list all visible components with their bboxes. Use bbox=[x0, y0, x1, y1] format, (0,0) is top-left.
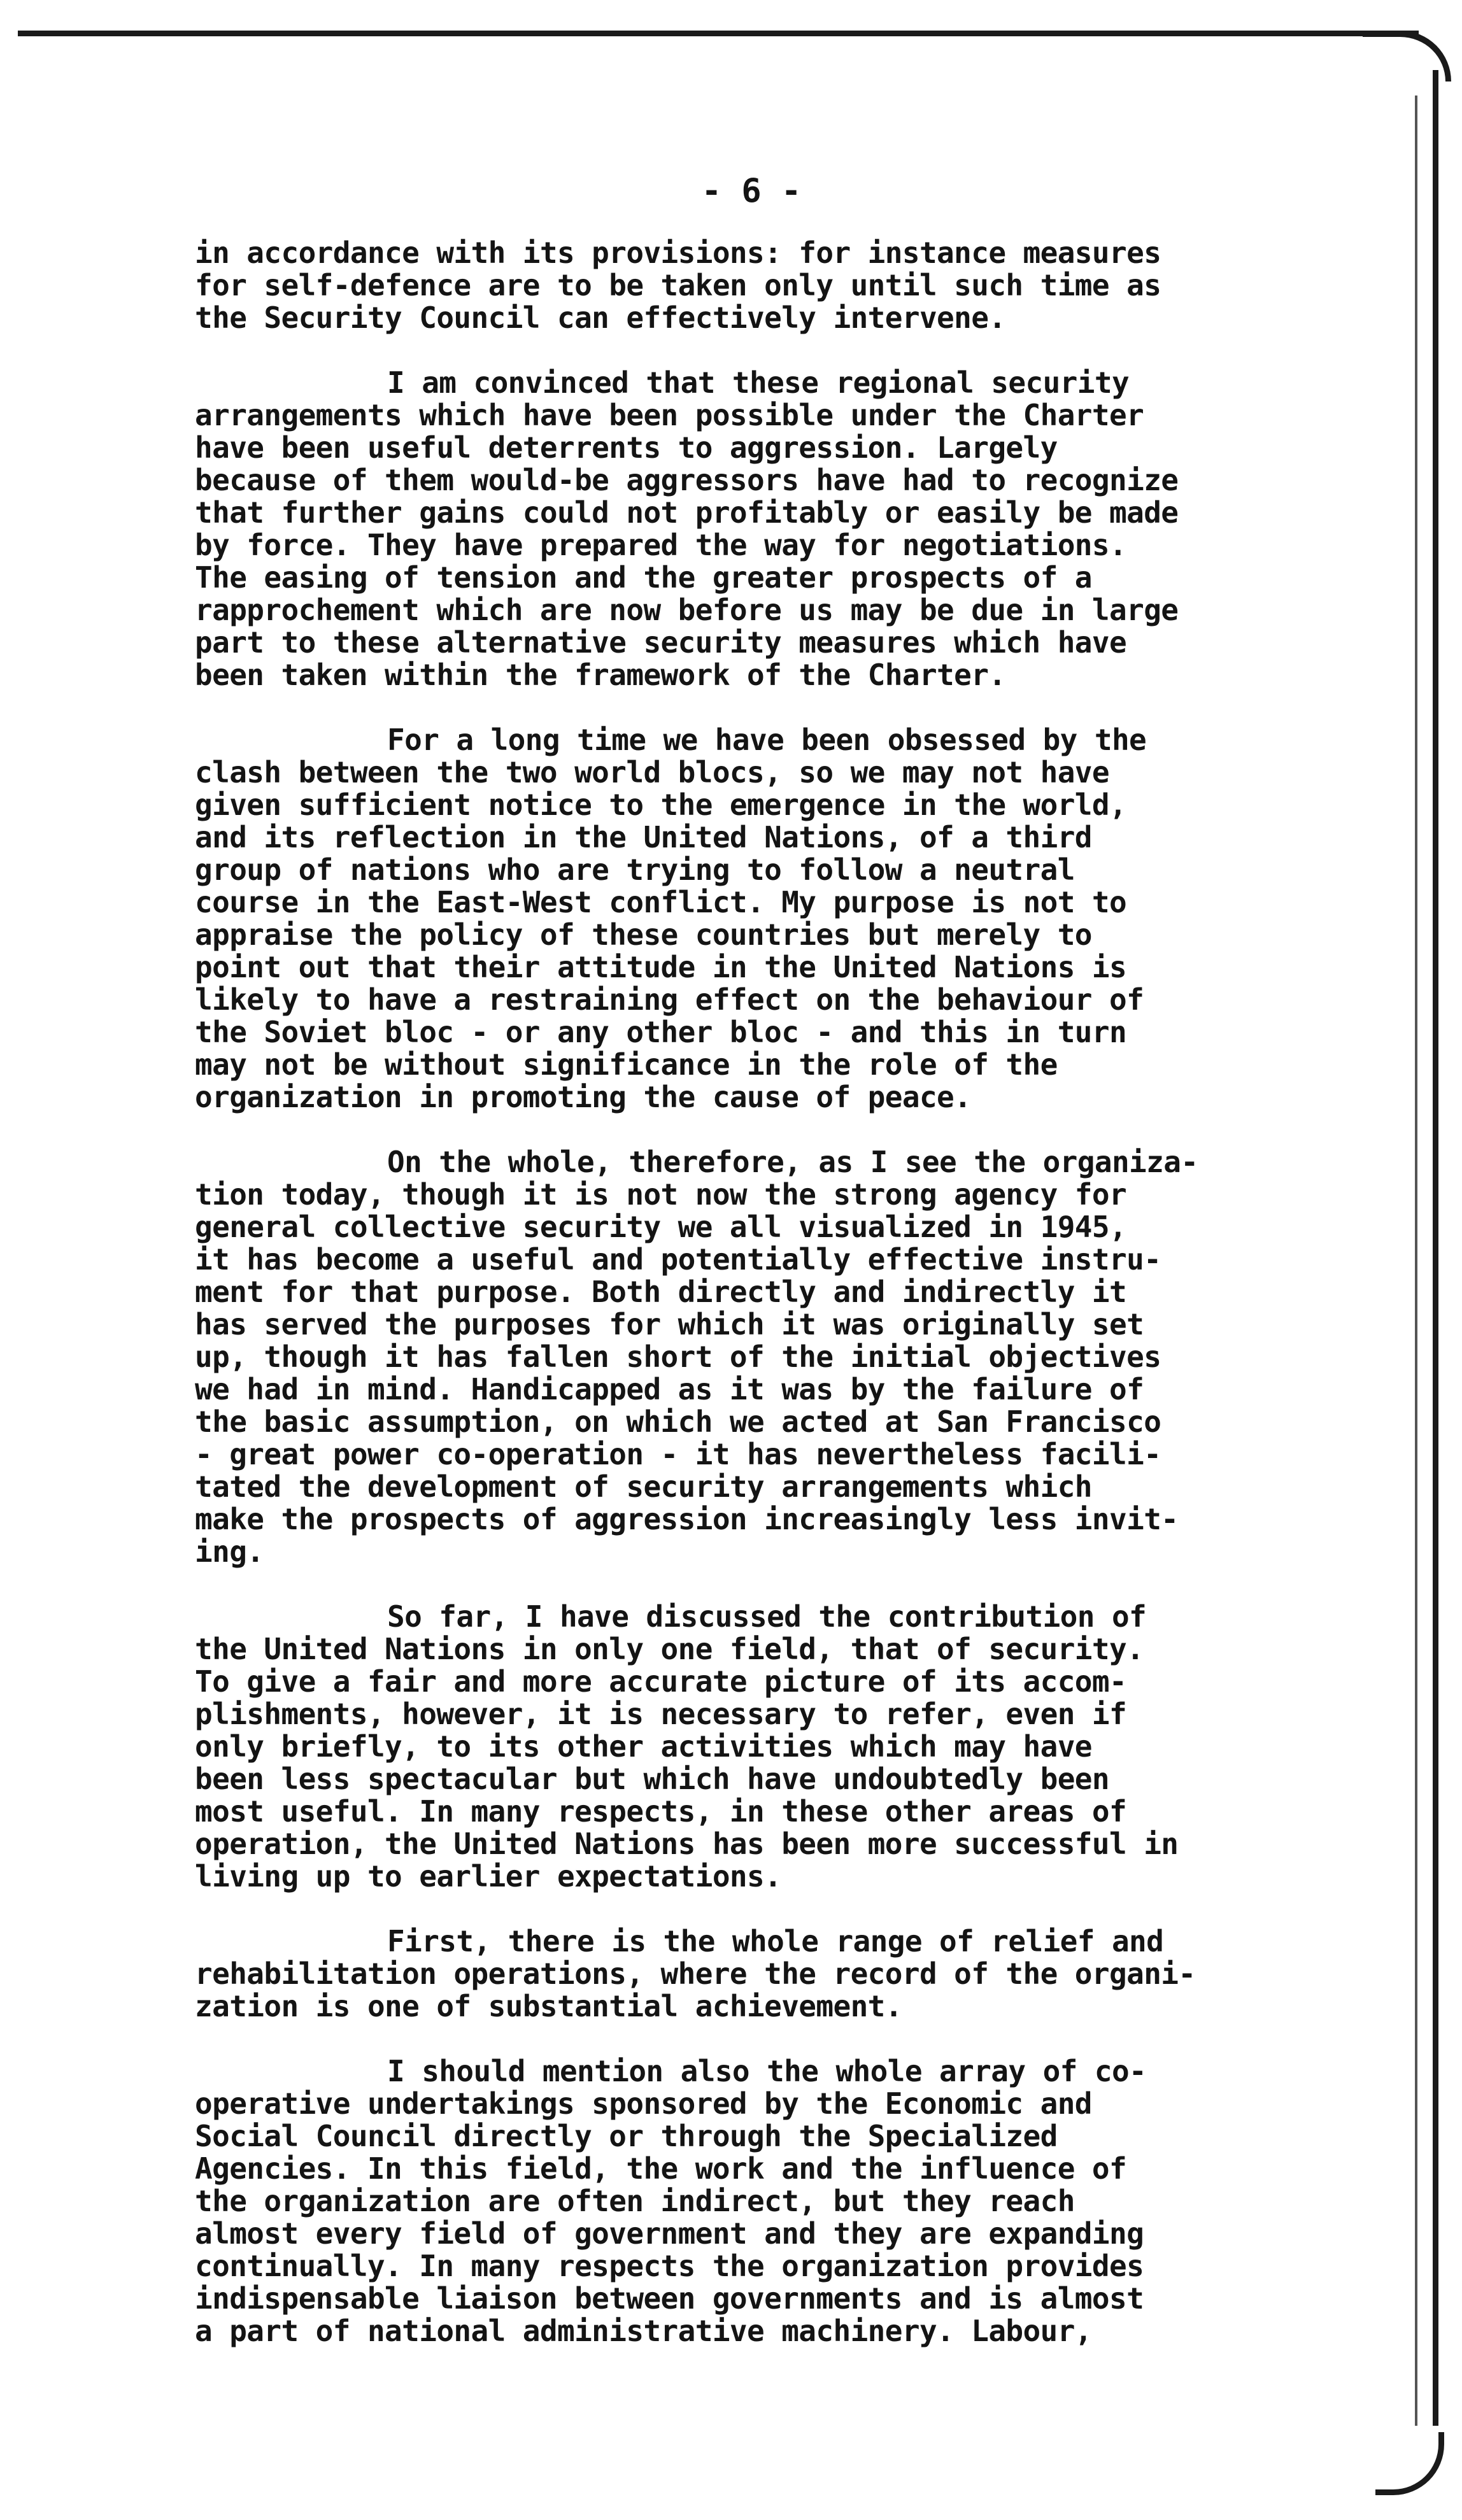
text-line: make the prospects of aggression increasingly less invit- bbox=[195, 1502, 1179, 1536]
text-line: operation, the United Nations has been more successful in bbox=[195, 1827, 1179, 1861]
text-line: likely to have a restraining effect on the behaviour of bbox=[195, 982, 1144, 1017]
text-line: by force. They have prepared the way for negotiations. bbox=[195, 528, 1127, 562]
text-line: rehabilitation operations, where the record of the organi- bbox=[195, 1957, 1196, 1991]
text-line: appraise the policy of these countries but merely to bbox=[195, 917, 1092, 952]
text-line: a part of national administrative machinery. Labour, bbox=[195, 2314, 1092, 2348]
top-border-rule bbox=[18, 31, 1419, 36]
text-line: tion today, though it is not now the strong agency for bbox=[195, 1177, 1127, 1212]
paragraph bbox=[195, 1925, 1341, 2023]
text-line: tated the development of security arrangements which bbox=[195, 1469, 1092, 1504]
text-line: the Soviet bloc - or any other bloc - and this in turn bbox=[195, 1015, 1127, 1049]
text-line: the United Nations in only one field, that of security. bbox=[195, 1632, 1144, 1666]
text-line: the basic assumption, on which we acted at San Francisco bbox=[195, 1405, 1161, 1439]
text-line: First, there is the whole range of relief and bbox=[387, 1924, 1164, 1958]
text-line: that further gains could not profitably or easily be made bbox=[195, 495, 1179, 530]
text-line: rapprochement which are now before us may be due in large bbox=[195, 593, 1179, 627]
document-body bbox=[195, 237, 1341, 2380]
text-line: course in the East-West conflict. My purpose is not to bbox=[195, 885, 1127, 919]
text-line: been less spectacular but which have undoubtedly been bbox=[195, 1762, 1110, 1796]
text-line: zation is one of substantial achievement. bbox=[195, 1989, 902, 2023]
text-line: The easing of tension and the greater prospects of a bbox=[195, 560, 1092, 595]
text-line: we had in mind. Handicapped as it was by the failure of bbox=[195, 1372, 1144, 1406]
text-line: continually. In many respects the organization provides bbox=[195, 2249, 1144, 2283]
text-line: in accordance with its provisions: for instance measures bbox=[195, 236, 1161, 270]
text-line: Social Council directly or through the Specialized bbox=[195, 2119, 1058, 2153]
text-line: group of nations who are trying to follow a neutral bbox=[195, 853, 1075, 887]
page-number: - 6 - bbox=[701, 172, 802, 210]
text-line: ment for that purpose. Both directly and indirectly it bbox=[195, 1275, 1127, 1309]
paragraph bbox=[195, 724, 1341, 1114]
text-line: For a long time we have been obsessed by the bbox=[387, 723, 1147, 757]
text-line: organization in promoting the cause of peace. bbox=[195, 1080, 972, 1114]
text-line: general collective security we all visualized in 1945, bbox=[195, 1210, 1127, 1244]
text-line: point out that their attitude in the United Nations is bbox=[195, 950, 1127, 984]
text-line: To give a fair and more accurate picture of its accom- bbox=[195, 1664, 1127, 1699]
text-line: Agencies. In this field, the work and the influence of bbox=[195, 2151, 1127, 2186]
paragraph bbox=[195, 1601, 1341, 1893]
text-line: I am convinced that these regional security bbox=[387, 365, 1130, 400]
text-line: ing. bbox=[195, 1534, 264, 1569]
text-line: clash between the two world blocs, so we may not have bbox=[195, 755, 1110, 789]
text-line: most useful. In many respects, in these other areas of bbox=[195, 1794, 1127, 1829]
text-line: the organization are often indirect, but they reach bbox=[195, 2184, 1075, 2218]
text-line: it has become a useful and potentially effective instru- bbox=[195, 1242, 1161, 1277]
right-inner-border-rule bbox=[1415, 96, 1417, 2426]
bottom-right-border-curve bbox=[1375, 2432, 1444, 2495]
text-line: only briefly, to its other activities which may have bbox=[195, 1729, 1092, 1764]
paragraph bbox=[195, 2055, 1341, 2347]
paragraph bbox=[195, 237, 1341, 334]
text-line: been taken within the framework of the Charter. bbox=[195, 658, 1006, 692]
text-line: plishments, however, it is necessary to refer, even if bbox=[195, 1697, 1127, 1731]
text-line: operative undertakings sponsored by the Economic and bbox=[195, 2086, 1092, 2121]
text-line: for self-defence are to be taken only until such time as bbox=[195, 268, 1161, 302]
text-line: arrangements which have been possible under the Charter bbox=[195, 398, 1144, 432]
text-line: may not be without significance in the role of the bbox=[195, 1047, 1058, 1082]
text-line: have been useful deterrents to aggression. Largely bbox=[195, 430, 1058, 465]
text-line: given sufficient notice to the emergence in the world, bbox=[195, 788, 1127, 822]
text-line: indispensable liaison between governments and is almost bbox=[195, 2281, 1144, 2316]
text-line: has served the purposes for which it was originally set bbox=[195, 1307, 1144, 1341]
text-line: On the whole, therefore, as I see the organiza- bbox=[387, 1145, 1198, 1179]
text-line: the Security Council can effectively intervene. bbox=[195, 301, 1006, 335]
paragraph bbox=[195, 1146, 1341, 1568]
paragraph bbox=[195, 367, 1341, 691]
text-line: almost every field of government and they are expanding bbox=[195, 2216, 1144, 2251]
text-line: living up to earlier expectations. bbox=[195, 1859, 782, 1894]
text-line: So far, I have discussed the contribution of bbox=[387, 1599, 1147, 1634]
text-line: and its reflection in the United Nations, of a third bbox=[195, 820, 1092, 854]
text-line: because of them would-be aggressors have had to recognize bbox=[195, 463, 1179, 497]
right-border-rule bbox=[1433, 70, 1438, 2426]
text-line: part to these alternative security measures which have bbox=[195, 625, 1127, 660]
text-line: up, though it has fallen short of the initial objectives bbox=[195, 1340, 1161, 1374]
text-line: - great power co-operation - it has nevertheless facili- bbox=[195, 1437, 1161, 1471]
text-line: I should mention also the whole array of co- bbox=[387, 2054, 1147, 2088]
